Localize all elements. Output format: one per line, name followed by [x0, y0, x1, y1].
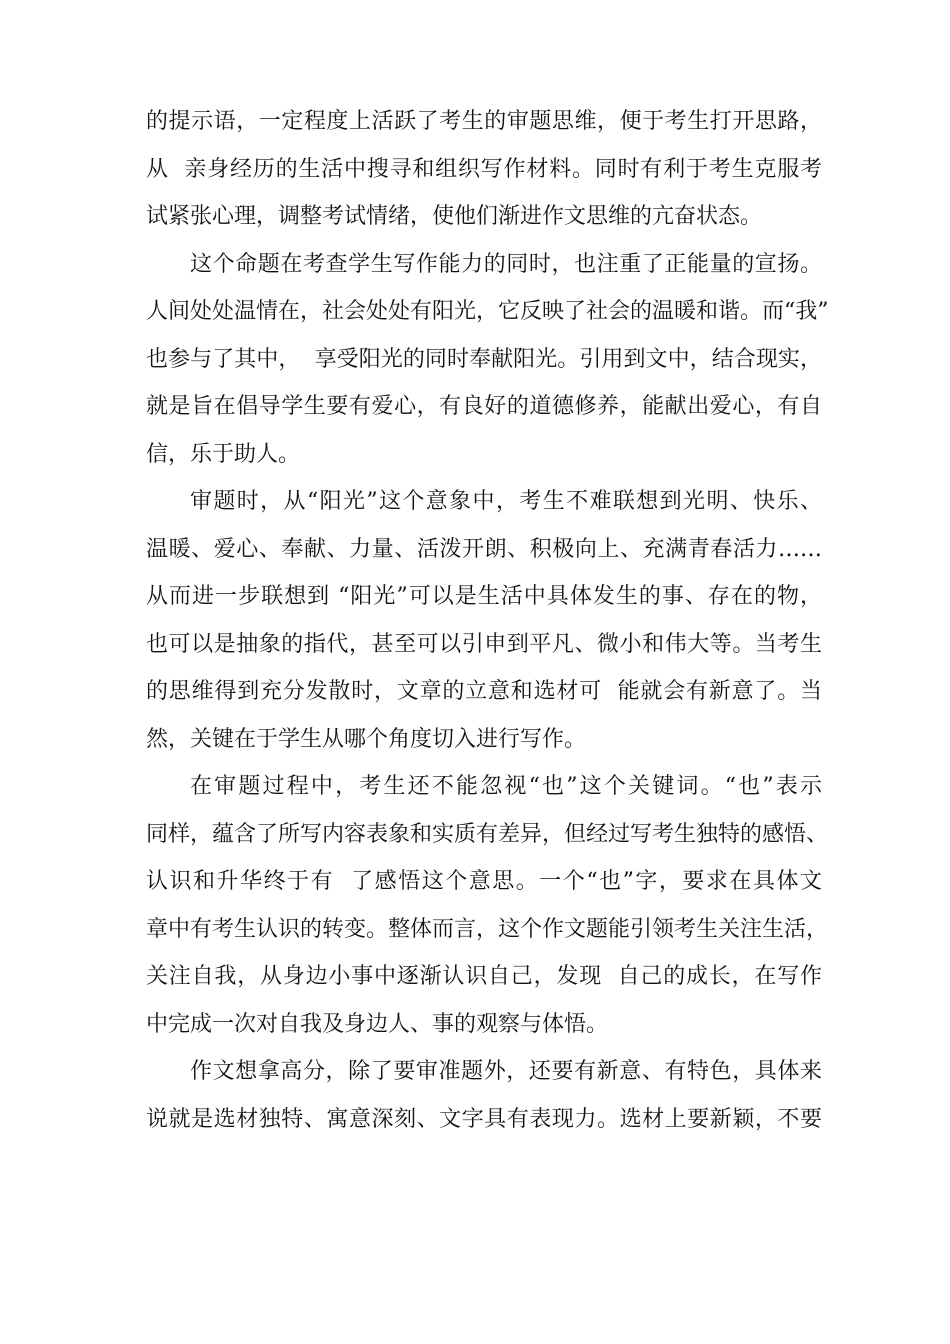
text-line: 也可以是抽象的指代，甚至可以引申到平凡、微小和伟大等。当考生 [146, 631, 822, 657]
text-line: 人间处处温情在，社会处处有阳光，它反映了社会的温暖和谐。而“我” [146, 299, 829, 324]
text-line: 说就是选材独特、寓意深刻、文字具有表现力。选材上要新颖，不要 [146, 1106, 822, 1132]
text-line: 章中有考生认识的转变。整体而言，这个作文题能引领考生关注生活， [146, 916, 829, 942]
text-line: 中完成一次对自我及身边人、事的观察与体悟。 [146, 1011, 609, 1037]
text-line: 同样，蕴含了所写内容表象和实质有差异，但经过写考生独特的感悟、 [146, 821, 829, 847]
text-line: 试紧张心理，调整考试情绪，使他们渐进作文思维的亢奋状态。 [146, 204, 763, 229]
text-line: 的思维得到充分发散时，文章的立意和选材可 能就会有新意了。当 [146, 679, 822, 704]
text-line: 信，乐于助人。 [146, 441, 301, 467]
paragraph-start-line: 作文想拿高分，除了要审准题外，还要有新意、有特色，具体来 [190, 1059, 822, 1084]
text-line: 就是旨在倡导学生要有爱心，有良好的道德修养，能献出爱心，有自 [146, 394, 822, 419]
text-line: 关注自我，从身边小事中逐渐认识自己，发现 自己的成长，在写作 [146, 964, 822, 989]
text-line: 也参与了其中， 享受阳光的同时奉献阳光。引用到文中，结合现实， [146, 346, 822, 372]
text-line: 从而进一步联想到 “阳光”可以是生活中具体发生的事、存在的物， [146, 584, 822, 609]
document-body [146, 98, 829, 1143]
text-line: 认识和升华终于有 了感悟这个意思。一个“也”字，要求在具体文 [146, 869, 822, 894]
text-line: 从 亲身经历的生活中搜寻和组织写作材料。同时有利于考生克服考 [146, 156, 822, 182]
paragraph-start-line: 在审题过程中，考生还不能忽视“也”这个关键词。“也”表示 [190, 774, 822, 799]
text-line: 温暖、爱心、奉献、力量、活泼开朗、积极向上、充满青春活力…… [146, 536, 822, 562]
text-line: 然，关键在于学生从哪个角度切入进行写作。 [146, 726, 587, 752]
paragraph-start-line: 这个命题在考查学生写作能力的同时，也注重了正能量的宣扬。 [190, 251, 822, 277]
text-line: 的提示语，一定程度上活跃了考生的审题思维，便于考生打开思路， [146, 109, 822, 134]
paragraph-start-line: 审题时，从“阳光”这个意象中，考生不难联想到光明、快乐、 [190, 489, 822, 514]
